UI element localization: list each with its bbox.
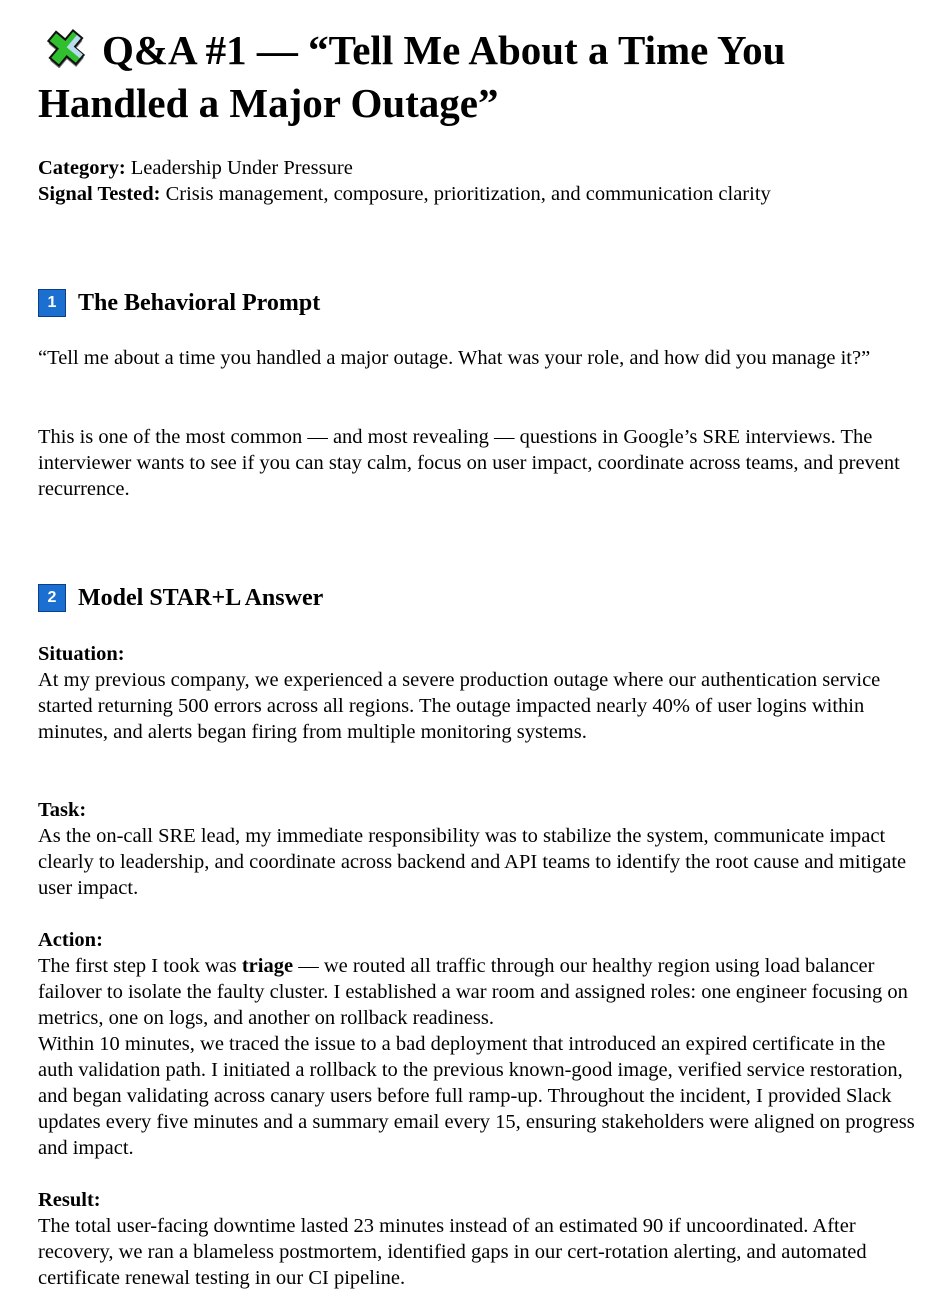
category-line [38,155,918,181]
action-label: Action: [38,929,103,951]
prompt-quote: “Tell me about a time you handled a major outage. What was your role, and how did you manage it?” [38,347,871,369]
action-text: The first step I took was triage — we routed all traffic through our healthy region using load balancer failover to isolate the faulty cluster. I established a war room and assigned roles: one engineer focusing on metrics, one on logs, and another on rollback readiness. [38,955,908,1029]
signal-value: Crisis management, composure, prioritization, and communication clarity [160,183,771,205]
category-value: Leadership Under Pressure [125,157,353,179]
section-heading-text: The Behavioral Prompt [78,290,321,316]
prompt-explanation: This is one of the most common — and most revealing — questions in Google’s SRE interviews. The interviewer wants to see if you can stay calm, focus on user impact, coordinate across teams, and prevent recurrence. [38,426,900,500]
situation-text: At my previous company, we experienced a severe production outage where our authentication service started returning 500 errors across all regions. The outage impacted nearly 40% of user logins within minutes, and alerts began firing from multiple monitoring systems. [38,669,881,743]
section-heading-2 [38,583,918,613]
section-heading-text: Model STAR+L Answer [78,585,324,611]
number-1-badge-icon: 1 [38,289,66,317]
page-title [38,24,918,130]
title-text: Q&A #1 — “Tell Me About a Time You Handled a Major Outage” [38,27,786,126]
category-label: Category: [38,157,126,179]
task-label: Task: [38,799,87,821]
section-heading-1 [38,288,918,318]
result-text: The total user-facing downtime lasted 23 minutes instead of an estimated 90 if uncoordinated. After recovery, we ran a blameless postmortem, identified gaps in our cert-rotation alerting, and automated certificate renewal testing in our CI pipeline. [38,1215,867,1289]
situation-label: Situation: [38,643,125,665]
action-text-2: Within 10 minutes, we traced the issue to a bad deployment that introduced an expired certificate in the auth validation path. I initiated a rollback to the previous known-good image, verified service restoration, and began validating across canary users before full ramp-up. Throughout the incident, I provided Slack updates every five minutes and a summary email every 15, ensuring stakeholders were aligned on progress and impact. [38,1033,915,1159]
signal-line [38,181,918,207]
signal-label: Signal Tested: [38,183,161,205]
result-label: Result: [38,1189,101,1211]
task-text: As the on-call SRE lead, my immediate responsibility was to stabilize the system, communicate impact clearly to leadership, and coordinate across backend and API teams to identify the root cause and mitigate user impact. [38,825,907,899]
number-2-badge-icon: 2 [38,584,66,612]
puzzle-piece-icon [38,28,94,68]
